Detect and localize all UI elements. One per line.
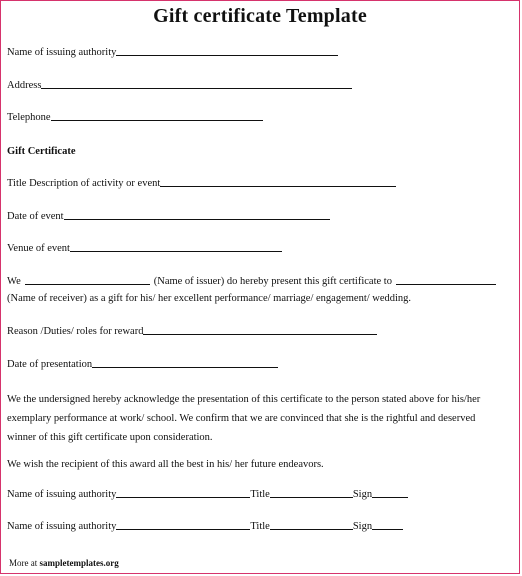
telephone-blank[interactable] <box>51 119 263 121</box>
signature-authority-label: Name of issuing authority <box>7 489 117 500</box>
issuer-name-blank[interactable] <box>25 283 150 285</box>
reason-blank[interactable] <box>143 333 377 335</box>
signature-sign-blank[interactable] <box>372 496 408 498</box>
date-of-event-label: Date of event <box>7 211 64 222</box>
section-heading: Gift Certificate <box>7 146 76 157</box>
wish-paragraph: We wish the recipient of this award all the best in his/ her future endeavors. <box>7 459 324 470</box>
signature-title-blank[interactable] <box>270 496 353 498</box>
we-present-text: (Name of issuer) do hereby present this gift certificate to <box>153 276 392 287</box>
signature-sign-blank[interactable] <box>372 528 403 530</box>
issuing-authority-field <box>7 47 338 58</box>
reason-field <box>7 326 377 337</box>
signature-row-1 <box>7 489 408 500</box>
footer-site-link[interactable]: sampletemplates.org <box>39 558 119 568</box>
signature-row-2 <box>7 521 403 532</box>
date-of-presentation-label: Date of presentation <box>7 359 93 370</box>
reason-label: Reason /Duties/ roles for reward <box>7 326 144 337</box>
footer-prefix: More at <box>9 558 40 568</box>
telephone-field <box>7 112 263 123</box>
acknowledgement-paragraph: We the undersigned hereby acknowledge the presentation of this certificate to the person stated above for his/her exemplary performance at work/ school. We confirm that we are convinced that she is the rightful and deserved winner of this gift certificate upon consideration. <box>7 394 481 443</box>
telephone-label: Telephone <box>7 112 51 123</box>
title-description-label: Title Description of activity or event <box>7 178 161 189</box>
issuing-authority-blank[interactable] <box>116 54 338 56</box>
signature-title-blank[interactable] <box>270 528 353 530</box>
we-label: We <box>7 276 21 287</box>
date-of-event-field <box>7 211 330 222</box>
signature-authority-blank[interactable] <box>116 528 250 530</box>
address-label: Address <box>7 80 42 91</box>
date-of-event-blank[interactable] <box>64 218 330 220</box>
signature-authority-blank[interactable] <box>116 496 250 498</box>
title-description-blank[interactable] <box>160 185 396 187</box>
signature-title-label: Title <box>250 521 270 532</box>
receiver-line: (Name of receiver) as a gift for his/ her excellent performance/ marriage/ engagement/ wedding. <box>7 293 412 304</box>
footer <box>9 558 119 568</box>
address-field <box>7 80 352 91</box>
signature-sign-label: Sign <box>352 489 373 500</box>
date-of-presentation-blank[interactable] <box>92 366 278 368</box>
address-blank[interactable] <box>41 87 352 89</box>
page-title: Gift certificate Template <box>153 5 367 27</box>
we-present-line <box>7 276 496 287</box>
signature-authority-label: Name of issuing authority <box>7 521 117 532</box>
venue-of-event-label: Venue of event <box>7 243 70 254</box>
issuing-authority-label: Name of issuing authority <box>7 47 117 58</box>
signature-title-label: Title <box>250 489 270 500</box>
venue-of-event-blank[interactable] <box>70 250 282 252</box>
date-of-presentation-field <box>7 359 278 370</box>
title-description-field <box>7 178 396 189</box>
receiver-name-blank[interactable] <box>396 283 496 285</box>
signature-sign-label: Sign <box>352 521 373 532</box>
venue-of-event-field <box>7 243 282 254</box>
